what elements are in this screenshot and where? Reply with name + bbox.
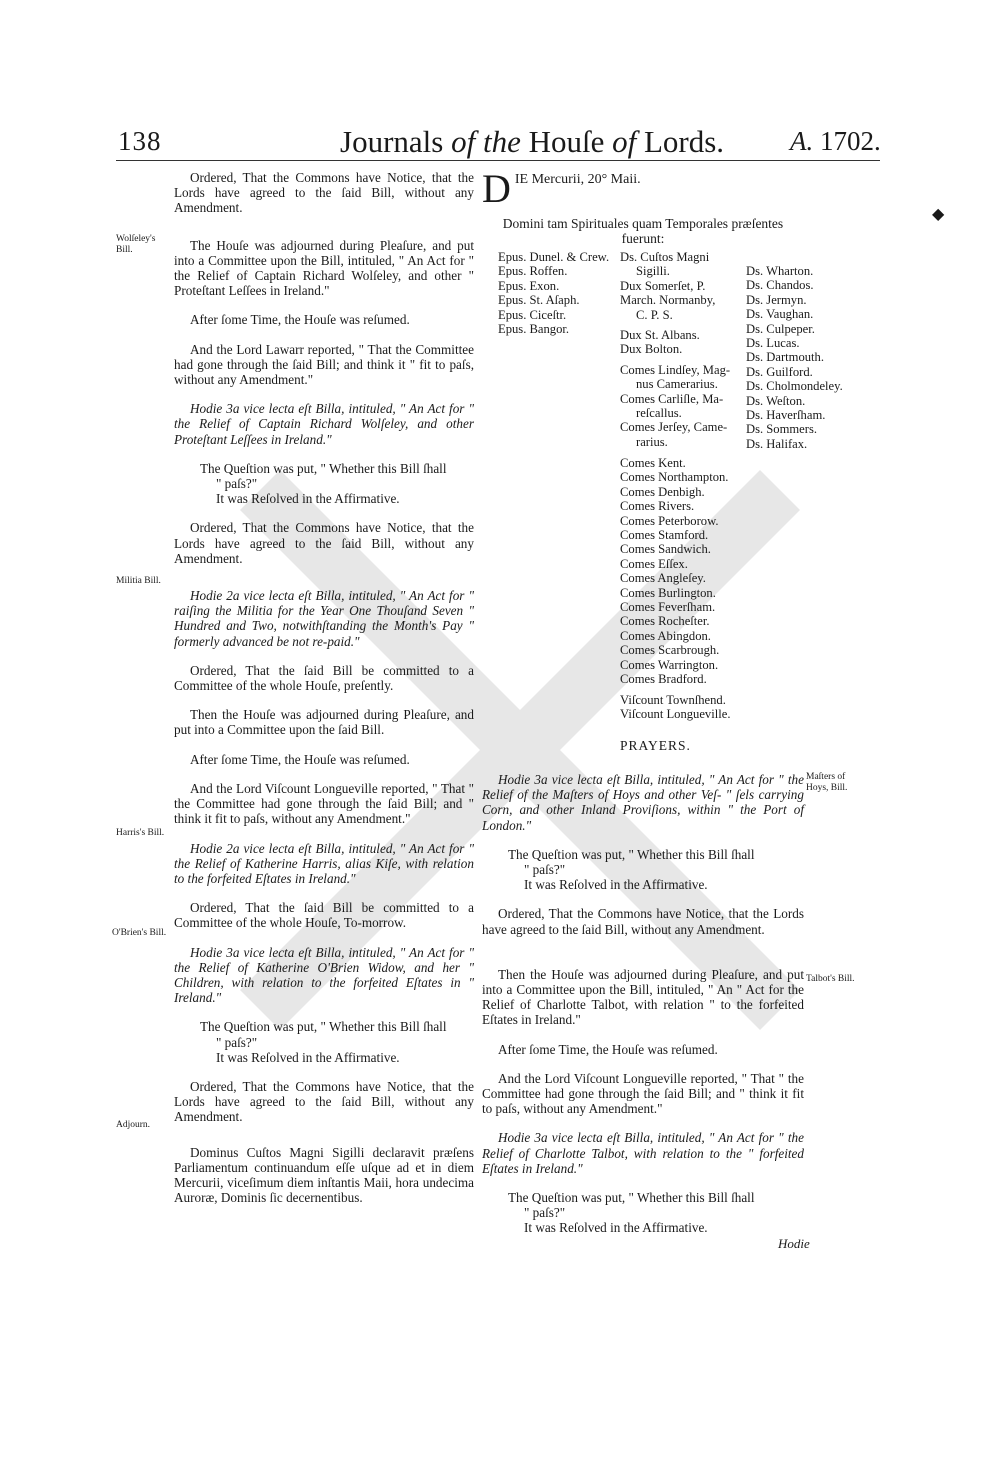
list-item: Comes Eſſex. xyxy=(620,556,688,571)
list-item: Comes Scarbrough. xyxy=(620,643,720,658)
page-header xyxy=(0,122,992,162)
list-item: Comes Lindſey, Mag- xyxy=(620,362,731,377)
list-item: Comes Angleſey. xyxy=(620,571,706,586)
paragraph: Ordered, That the ſaid Bill be committed to a Committee of the whole Houſe, preſently. xyxy=(174,662,474,694)
attendance-line: Domini tam Spirituales quam Temporales præſentes fuerunt: xyxy=(502,216,784,247)
question-block: The Queſtion was put, " Whether this Bill ſhall " paſs?" It was Reſolved in the Affirmative. xyxy=(508,846,755,893)
list-item: Dux Somerſet, P. xyxy=(620,278,706,293)
list-item: Comes Feverſham. xyxy=(620,600,716,615)
paragraph: Hodie 3a vice lecta eſt Billa, intituled, " An Act for " the Relief of the Maſters of Hoys and other Veſ- " ſels carrying Corn, and other Inland Proviſions, within " the Port of London." xyxy=(482,772,804,833)
list-item: reſcallus. xyxy=(636,406,682,421)
list-item: Epus. Exon. xyxy=(498,278,560,293)
list-item: Ds. Halifax. xyxy=(746,436,808,451)
list-item: Ds. Cuſtos Magni xyxy=(620,250,710,264)
year-label: A. 1702. xyxy=(790,126,881,156)
paragraph: Ordered, That the Commons have Notice, that the Lords have agreed to the ſaid Bill, without any Amendment. xyxy=(482,906,804,937)
paragraph: Hodie 3a vice lecta eſt Billa, intituled, " An Act for " the Relief of Charlotte Talbot, with relation to the " forfeited Eſtates in Ireland." xyxy=(482,1130,804,1176)
paragraph: And the Lord Lawarr reported, " That the Committee had gone through the ſaid Bill; and think it " fit to paſs, without any Amendment." xyxy=(174,341,474,388)
paragraph: Ordered, That the Commons have Notice, that the Lords have agreed to the ſaid Bill, without any Amendment. xyxy=(174,1078,474,1125)
bishops-list xyxy=(498,250,609,336)
prayers-heading: PRAYERS. xyxy=(620,738,691,753)
list-item: Comes Bradford. xyxy=(620,672,707,687)
paragraph: Then the Houſe was adjourned during Pleaſure, and put into a Committee upon the ſaid Bill. xyxy=(174,707,474,738)
list-item: Comes Abingdon. xyxy=(620,628,711,643)
list-item: Comes Jerſey, Came- xyxy=(620,420,728,435)
ink-mark: ◆ xyxy=(932,206,945,223)
list-item: Viſcount Longueville. xyxy=(620,706,731,721)
list-item: Comes Warrington. xyxy=(620,657,719,672)
margin-note-talbot: Talbot's Bill. xyxy=(806,974,855,984)
list-item: Epus. St. Aſaph. xyxy=(498,293,580,308)
list-item: Epus. Bangor. xyxy=(498,322,570,337)
page-number: 138 xyxy=(118,126,162,156)
barons-list xyxy=(746,264,843,451)
paragraph: Dominus Cuſtos Magni Sigilli declaravit præſens Parliamentum continuandum eſſe uſque ad et in diem Mercurii, viceſimum diem inſtantis Maii, hora undecima Auroræ, Dominis ſic decernentibus. xyxy=(174,1144,474,1206)
paragraph: Ordered, That the Commons have Notice, that the Lords have agreed to the ſaid Bill, without any Amendment. xyxy=(174,520,474,566)
list-item: Ds. Culpeper. xyxy=(746,321,815,336)
paragraph: After ſome Time, the Houſe was reſumed. xyxy=(498,1041,718,1057)
list-item: Ds. Lucas. xyxy=(746,336,800,351)
right-column-body xyxy=(482,772,804,1250)
journal-title: Journals of the Houſe of Lords. xyxy=(340,124,725,159)
list-item: Comes Burlington. xyxy=(620,585,716,600)
list-item: Comes Stamford. xyxy=(620,528,709,543)
paragraph: Hodie 2a vice lecta eſt Billa, intituled, " An Act for " the Relief of Katherine Harris, alias Kiſe, with relation to the forfeited Eſtates in Ireland." xyxy=(174,840,474,886)
header-rule xyxy=(116,160,880,161)
list-item: Epus. Ciceſtr. xyxy=(498,307,567,322)
paragraph: And the Lord Viſcount Longueville reported, " That " the Committee had gone through the ſaid Bill; and " think it fit to paſs, without any Amendment." xyxy=(482,1070,804,1117)
list-item: Comes Rocheſter. xyxy=(620,614,710,629)
margin-note-militia: Militia Bill. xyxy=(116,576,161,586)
date-heading: D IE Mercurii, 20° Maii. xyxy=(482,170,641,206)
officers-list xyxy=(620,250,730,449)
list-item: Ds. Chandos. xyxy=(746,278,814,293)
paragraph: After ſome Time, the Houſe was reſumed. xyxy=(190,312,410,328)
list-item: Comes Peterborow. xyxy=(620,513,719,528)
margin-note-obrien: O'Brien's Bill. xyxy=(112,928,167,938)
paragraph: Ordered, That the ſaid Bill be committed to a Committee of the whole Houſe, To-morrow. xyxy=(174,900,474,931)
list-item: Comes Sandwich. xyxy=(620,542,711,557)
list-item: Comes Denbigh. xyxy=(620,484,705,499)
right-column xyxy=(482,170,804,246)
list-item: Comes Northampton. xyxy=(620,470,729,485)
list-item: Comes Carliſle, Ma- xyxy=(620,391,724,406)
list-item: Sigilli. xyxy=(636,264,670,279)
question-block: The Queſtion was put, " Whether this Bill ſhall " paſs?" It was Reſolved in the Affirmative. xyxy=(508,1190,755,1236)
list-item: Ds. Sommers. xyxy=(746,422,818,437)
paragraph: Hodie 3a vice lecta eſt Billa, intituled, " An Act for " the Relief of Katherine O'Brien Widow, and her " Children, with relation to the forfeited Eſtates in " Ireland." xyxy=(174,944,474,1006)
list-item: Ds. Cholmondeley. xyxy=(746,379,843,394)
list-item: Ds. Wharton. xyxy=(746,264,814,278)
list-item: Comes Kent. xyxy=(620,456,686,470)
list-item: Comes Rivers. xyxy=(620,499,695,514)
question-block: The Queſtion was put, " Whether this Bill ſhall " paſs?" It was Reſolved in the Affirmative. xyxy=(200,1019,447,1065)
left-column xyxy=(174,170,474,1219)
question-block: The Queſtion was put, " Whether this Bill ſhall " paſs?" It was Reſolved in the Affirmative. xyxy=(200,460,447,507)
catchword: Hodie xyxy=(778,1236,810,1251)
list-item: nus Camerarius. xyxy=(636,377,718,392)
list-item: C. P. S. xyxy=(636,307,673,322)
margin-note-adjourn: Adjourn. xyxy=(116,1120,151,1130)
paragraph: Ordered, That the Commons have Notice, that the Lords have agreed to the ſaid Bill, without any Amendment. xyxy=(174,170,474,216)
list-item: Ds. Dartmouth. xyxy=(746,350,825,365)
list-item: rarius. xyxy=(636,434,668,449)
list-item: March. Normanby, xyxy=(620,293,716,308)
paragraph: After ſome Time, the Houſe was reſumed. xyxy=(190,751,410,767)
paragraph: Hodie 2a vice lecta eſt Billa, intituled, " An Act for " raiſing the Militia for the Year One Thouſand Seven " Hundred and Two, notwithſtanding the Month's Pay " formerly advanced be not re-paid." xyxy=(174,588,474,649)
paragraph: Hodie 3a vice lecta eſt Billa, intituled, " An Act for " the Relief of Captain Richard Wolſeley, and other Proteſtant Leſſees in Ireland." xyxy=(174,401,474,447)
list-item: Epus. Roffen. xyxy=(498,264,568,279)
list-item: Epus. Dunel. & Crew. xyxy=(498,250,610,264)
margin-note-harris: Harris's Bill. xyxy=(116,828,165,838)
earls-list xyxy=(620,456,730,721)
list-item: Ds. Jermyn. xyxy=(746,292,807,307)
margin-note-wolseley: Wolſeley's Bill. xyxy=(116,234,156,255)
list-item: Ds. Haverſham. xyxy=(746,408,826,423)
list-item: Ds. Weſton. xyxy=(746,393,806,408)
list-item: Viſcount Townſhend. xyxy=(620,692,726,707)
paragraph: Then the Houſe was adjourned during Pleaſure, and put into a Committee upon the Bill, intituled, " An " Act for the Relief of Charlotte Talbot, with relation " to the forfeited Eſtates in Ireland." xyxy=(482,966,804,1028)
list-item: Ds. Vaughan. xyxy=(746,307,814,322)
paragraph: And the Lord Viſcount Longueville reported, " That " the Committee had gone through the ſaid Bill; and " think it fit to paſs, without any Amendment." xyxy=(174,780,474,827)
paragraph: The Houſe was adjourned during Pleaſure, and put into a Committee upon the Bill, intituled, " An Act for " the Relief of Captain Richard Wolſeley, and other " Proteſtant Leſſees in Ireland." xyxy=(174,237,474,299)
list-item: Dux Bolton. xyxy=(620,342,683,357)
list-item: Dux St. Albans. xyxy=(620,328,700,343)
list-item: Ds. Guilford. xyxy=(746,364,813,379)
margin-note-masters: Maſters of Hoys, Bill. xyxy=(806,772,848,793)
dropcap: D xyxy=(482,170,511,206)
